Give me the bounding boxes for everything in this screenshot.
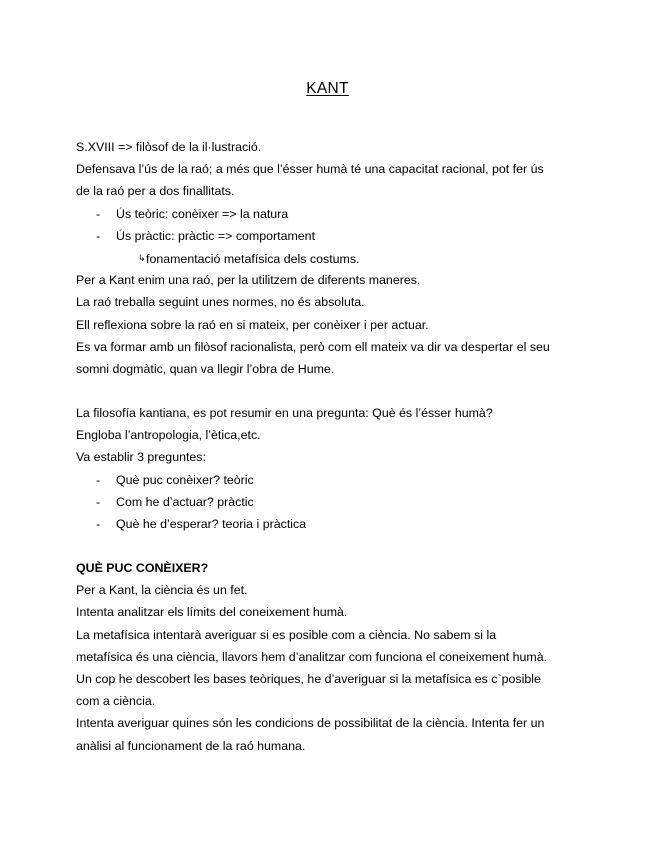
section-questions: [76, 402, 576, 535]
list-item: [76, 469, 576, 491]
list-item-text: Ús pràctic: pràctic => comportament: [116, 228, 316, 243]
text-line: Per a Kant enim una raó, per la utilitzem de diferents maneres.: [76, 273, 421, 288]
sub-list-item-text: fonamentació metafísica dels costums.: [146, 251, 360, 266]
text-line: metafísica és una ciència, llavors hem d’analitzar com funciona el coneixement humà.: [76, 649, 548, 664]
bullet-dash: -: [96, 206, 101, 221]
text-line: Un cop he descobert les bases teòriques, he d’averiguar si la metafísica es c`posible: [76, 671, 541, 686]
text-line: Engloba l’antropologia, l’ètica,etc.: [76, 428, 261, 443]
text-line: Intenta analitzar els límits del coneixement humà.: [76, 605, 348, 620]
section-intro: [76, 136, 576, 380]
list-item: [76, 225, 576, 247]
sub-list-item: [76, 247, 576, 269]
text-line: Intenta averiguar quines són les condicions de possibilitat de la ciència. Intenta fer un: [76, 716, 545, 731]
list-item-text: Com he d’actuar? pràctic: [116, 494, 254, 509]
list-item: [76, 491, 576, 513]
text-line: anàlisi al funcionament de la raó humana.: [76, 738, 306, 753]
text-line: Defensava l’ús de la raó; a més que l’ésser humà té una capacitat racional, pot fer ús: [76, 162, 544, 177]
bullet-dash: -: [96, 516, 101, 531]
text-line: com a ciència.: [76, 694, 156, 709]
text-line: La filosofía kantiana, es pot resumir en una pregunta: Què és l’ésser humà?: [76, 406, 493, 420]
text-line: S.XVIII => filòsof de la il·lustració.: [76, 140, 262, 154]
list-item-text: Ús teòric: conèixer => la natura: [116, 206, 289, 221]
arrow-down-right-icon: ↳: [138, 252, 146, 263]
list-item: [76, 203, 576, 225]
bullet-dash: -: [96, 472, 101, 487]
text-line: Ell reflexiona sobre la raó en si mateix, per conèixer i per actuar.: [76, 317, 429, 332]
bullet-dash: -: [96, 228, 101, 243]
section-heading: QUÈ PUC CONÈIXER?: [76, 561, 209, 575]
text-line: de la raó per a dos finallitats.: [76, 184, 235, 199]
list-item: [76, 513, 576, 535]
text-line: La metafísica intentarà averiguar si es posible com a ciència. No sabem si la: [76, 627, 497, 642]
section-what-can-i-know: [76, 557, 576, 757]
text-line: La raó treballa seguint unes normes, no és absoluta.: [76, 295, 365, 310]
text-line: somni dogmàtic, quan va llegir l’obra de Hume.: [76, 361, 335, 376]
bullet-dash: -: [96, 494, 101, 509]
text-line: Per a Kant, la ciència és un fet.: [76, 583, 248, 598]
list-item-text: Què he d’esperar? teoria i pràctica: [116, 516, 307, 531]
text-line: Va establir 3 preguntes:: [76, 450, 206, 465]
text-line: Es va formar amb un filòsof racionalista, però com ell mateix va dir va despertar el seu: [76, 339, 550, 354]
list-item-text: Què puc conèixer? teòric: [116, 472, 254, 487]
document-title: KANT: [306, 80, 349, 97]
